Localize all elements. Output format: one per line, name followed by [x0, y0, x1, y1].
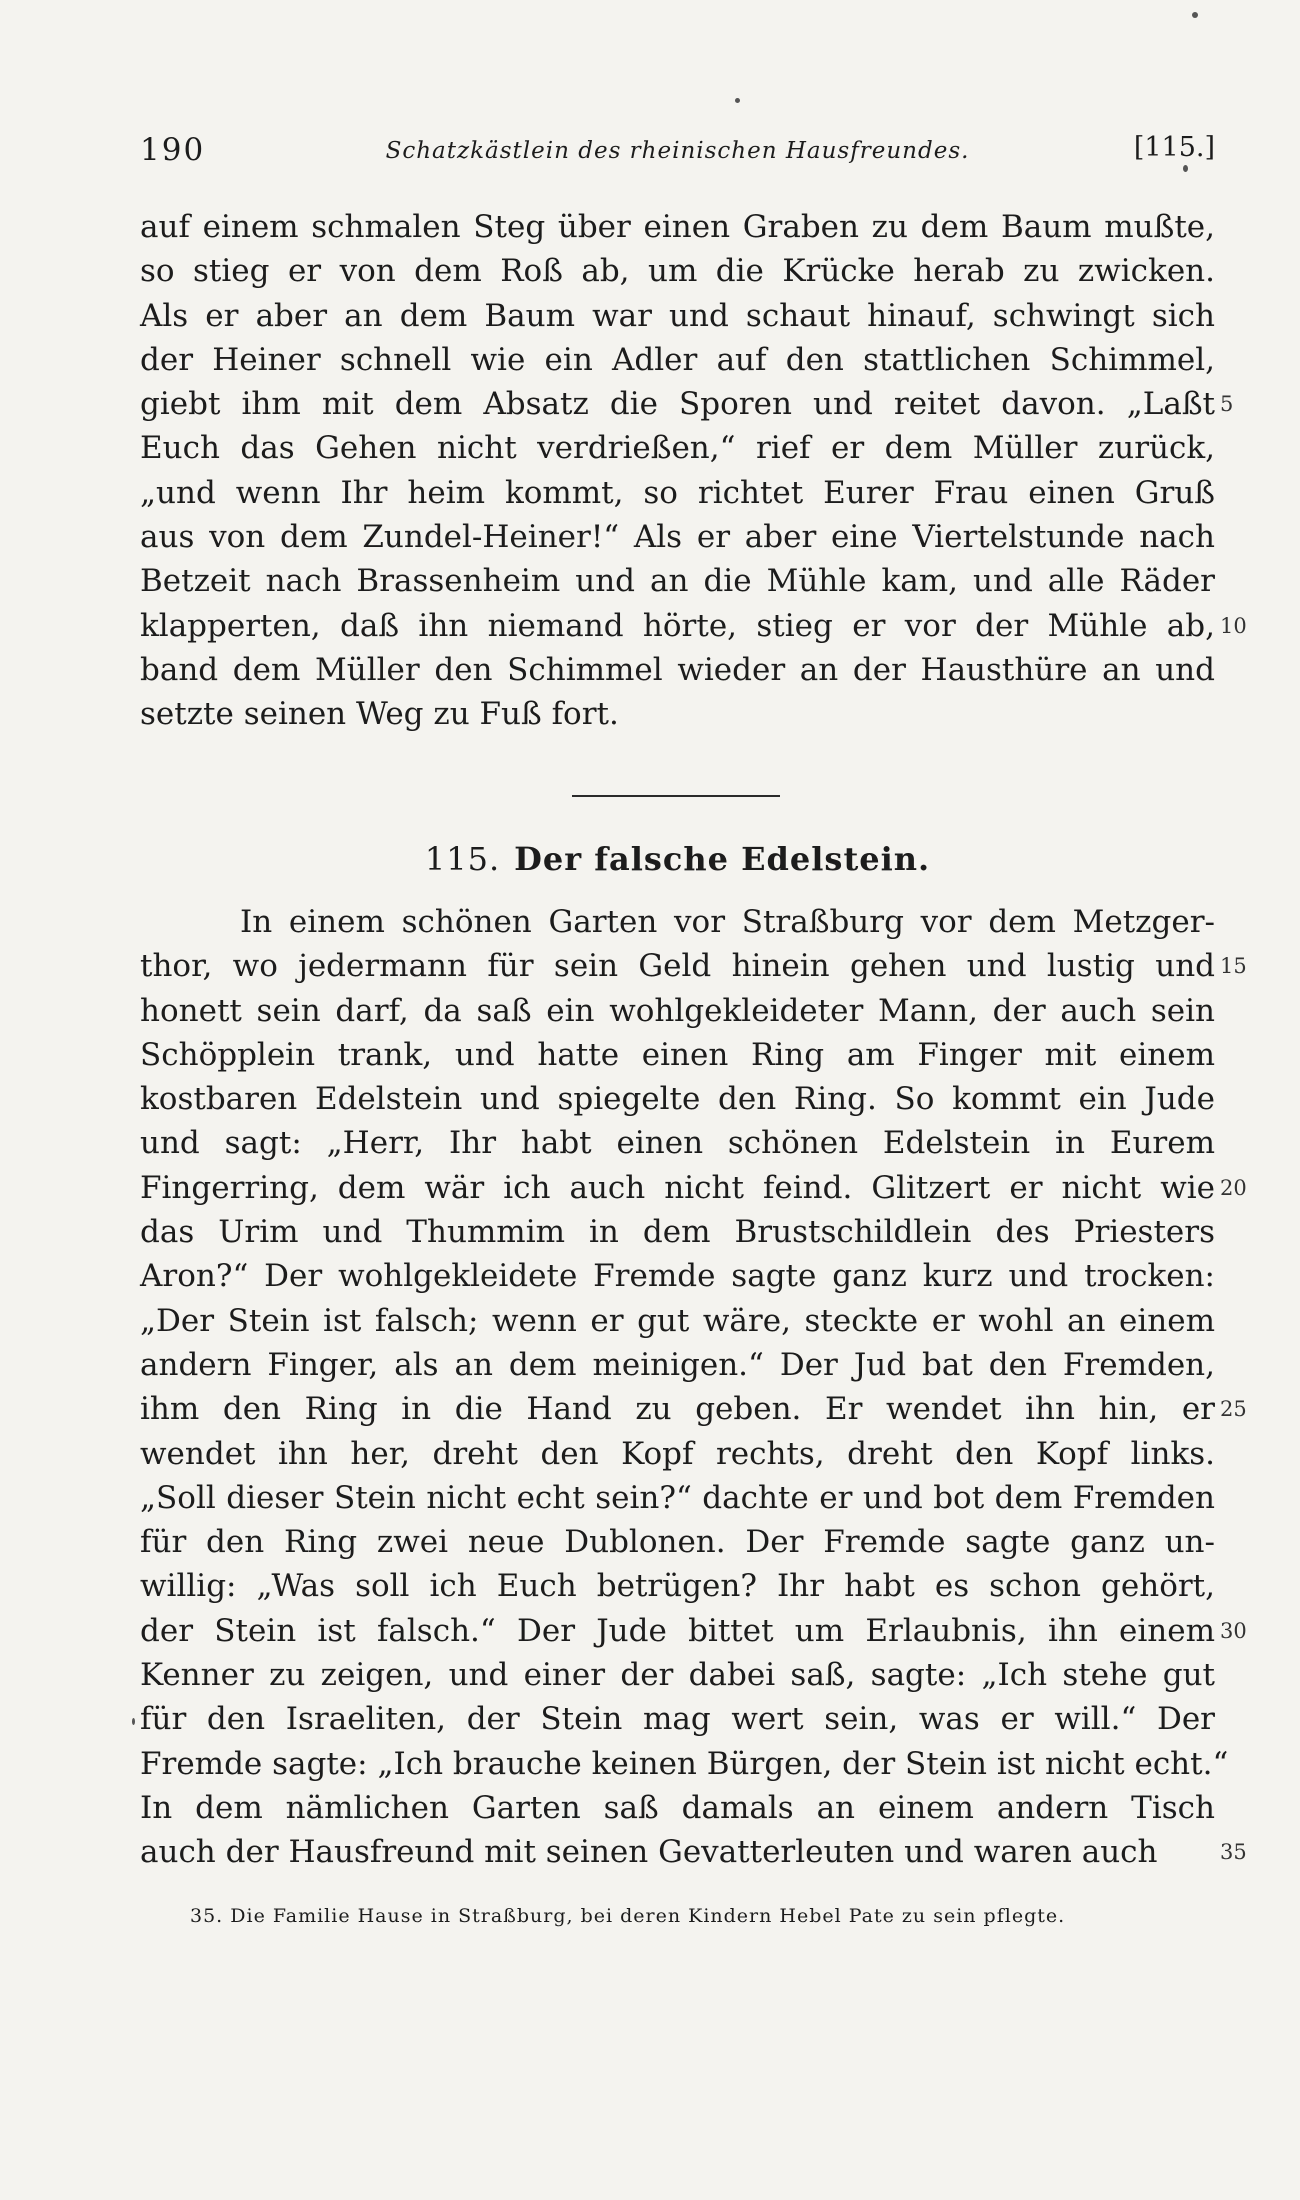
line-number: 15	[1220, 954, 1247, 979]
text-line: das Urim und Thummim in dem Brustschildlein des Priesters	[140, 1214, 1215, 1251]
line-number: 20	[1220, 1175, 1247, 1200]
line-number: 5	[1220, 392, 1234, 417]
paper-speck	[1183, 165, 1188, 172]
section-reference: [115.]	[1133, 132, 1215, 163]
paper-speck	[1192, 12, 1198, 18]
running-title: Schatzkästlein des rheinischen Hausfreundes.	[385, 138, 970, 164]
text-line: auf einem schmalen Steg über einen Graben zu dem Baum mußte,	[140, 209, 1215, 245]
story-title	[140, 840, 1215, 878]
text-line: In einem schönen Garten vor Straßburg vor dem Metzger-	[240, 904, 1215, 940]
line-number: 35	[1220, 1840, 1247, 1865]
text-line: In dem nämlichen Garten saß damals an einem andern Tisch	[140, 1789, 1215, 1826]
text-line: der Heiner schnell wie ein Adler auf den stattlichen Schimmel,	[140, 341, 1215, 378]
paper-speck	[132, 1718, 135, 1725]
page-number: 190	[140, 132, 206, 168]
text-line: „und wenn Ihr heim kommt, so richtet Eurer Frau einen Gruß	[140, 474, 1215, 511]
text-line: andern Finger, als an dem meinigen.“ Der Jud bat den Fremden,	[140, 1346, 1215, 1383]
text-line: Schöpplein trank, und hatte einen Ring am Finger mit einem	[140, 1036, 1215, 1073]
paper-speck	[735, 98, 740, 103]
text-line: thor, wo jedermann für sein Geld hinein gehen und lustig und 15	[140, 944, 1215, 988]
text-line: Euch das Gehen nicht verdrießen,“ rief er dem Müller zurück,	[140, 430, 1215, 467]
text-line: Betzeit nach Brassenheim und an die Mühle kam, und alle Räder	[140, 563, 1215, 600]
text-line: auch der Hausfreund mit seinen Gevatterleuten und waren auch 35	[140, 1830, 1215, 1874]
text-line: honett sein darf, da saß ein wohlgekleideter Mann, der auch sein	[140, 992, 1215, 1029]
text-line: für den Ring zwei neue Dublonen. Der Fremde sagte ganz un-	[140, 1524, 1215, 1561]
text-line: band dem Müller den Schimmel wieder an der Hausthüre an und	[140, 651, 1215, 688]
text-line: Kenner zu zeigen, und einer der dabei saß, sagte: „Ich stehe gut	[140, 1657, 1215, 1694]
text-line: für den Israeliten, der Stein mag wert sein, was er will.“ Der	[140, 1701, 1215, 1738]
story-title-text: Der falsche Edelstein.	[514, 840, 931, 878]
story-text	[140, 900, 1247, 1963]
text-line: willig: „Was soll ich Euch betrügen? Ihr habt es schon gehört,	[140, 1568, 1215, 1605]
text-line: Aron?“ Der wohlgekleidete Fremde sagte ganz kurz und trocken:	[140, 1258, 1215, 1295]
story-number: 115.	[424, 840, 501, 878]
footnote: 35. Die Familie Hause in Straßburg, bei deren Kindern Hebel Pate zu sein pflegte.	[190, 1905, 1066, 1927]
text-line: und sagt: „Herr, Ihr habt einen schönen Edelstein in Eurem	[140, 1125, 1215, 1162]
text-line: Als er aber an dem Baum war und schaut hinauf, schwingt sich	[140, 297, 1215, 334]
line-number: 25	[1220, 1397, 1247, 1422]
text-line: setzte seinen Weg zu Fuß fort.	[140, 696, 619, 733]
text-line: aus von dem Zundel-Heiner!“ Als er aber eine Viertelstunde nach	[140, 519, 1215, 556]
text-line: klapperten, daß ihn niemand hörte, stieg er vor der Mühle ab, 10	[140, 604, 1215, 648]
text-line: giebt ihm mit dem Absatz die Sporen und reitet davon. „Laßt 5	[140, 382, 1215, 426]
line-number: 30	[1220, 1618, 1247, 1643]
page-header	[140, 132, 1215, 182]
text-line: der Stein ist falsch.“ Der Jude bittet um Erlaubnis, ihn einem 30	[140, 1609, 1215, 1653]
text-line: ihm den Ring in die Hand zu geben. Er wendet ihn hin, er 25	[140, 1387, 1215, 1431]
line-number: 10	[1220, 613, 1247, 638]
text-line: „Soll dieser Stein nicht echt sein?“ dachte er und bot dem Fremden	[140, 1479, 1215, 1516]
text-line: so stieg er von dem Roß ab, um die Krücke herab zu zwicken.	[140, 253, 1215, 290]
text-line: Fremde sagte: „Ich brauche keinen Bürgen, der Stein ist nicht echt.“	[140, 1745, 1229, 1782]
text-line: Fingerring, dem wär ich auch nicht feind. Glitzert er nicht wie 20	[140, 1166, 1215, 1210]
text-line: „Der Stein ist falsch; wenn er gut wäre, steckte er wohl an einem	[140, 1302, 1215, 1339]
text-line: kostbaren Edelstein und spiegelte den Ring. So kommt ein Jude	[140, 1081, 1215, 1118]
text-line: wendet ihn her, dreht den Kopf rechts, dreht den Kopf links.	[140, 1435, 1215, 1472]
continuation-text	[140, 205, 1247, 737]
section-divider	[572, 795, 780, 797]
